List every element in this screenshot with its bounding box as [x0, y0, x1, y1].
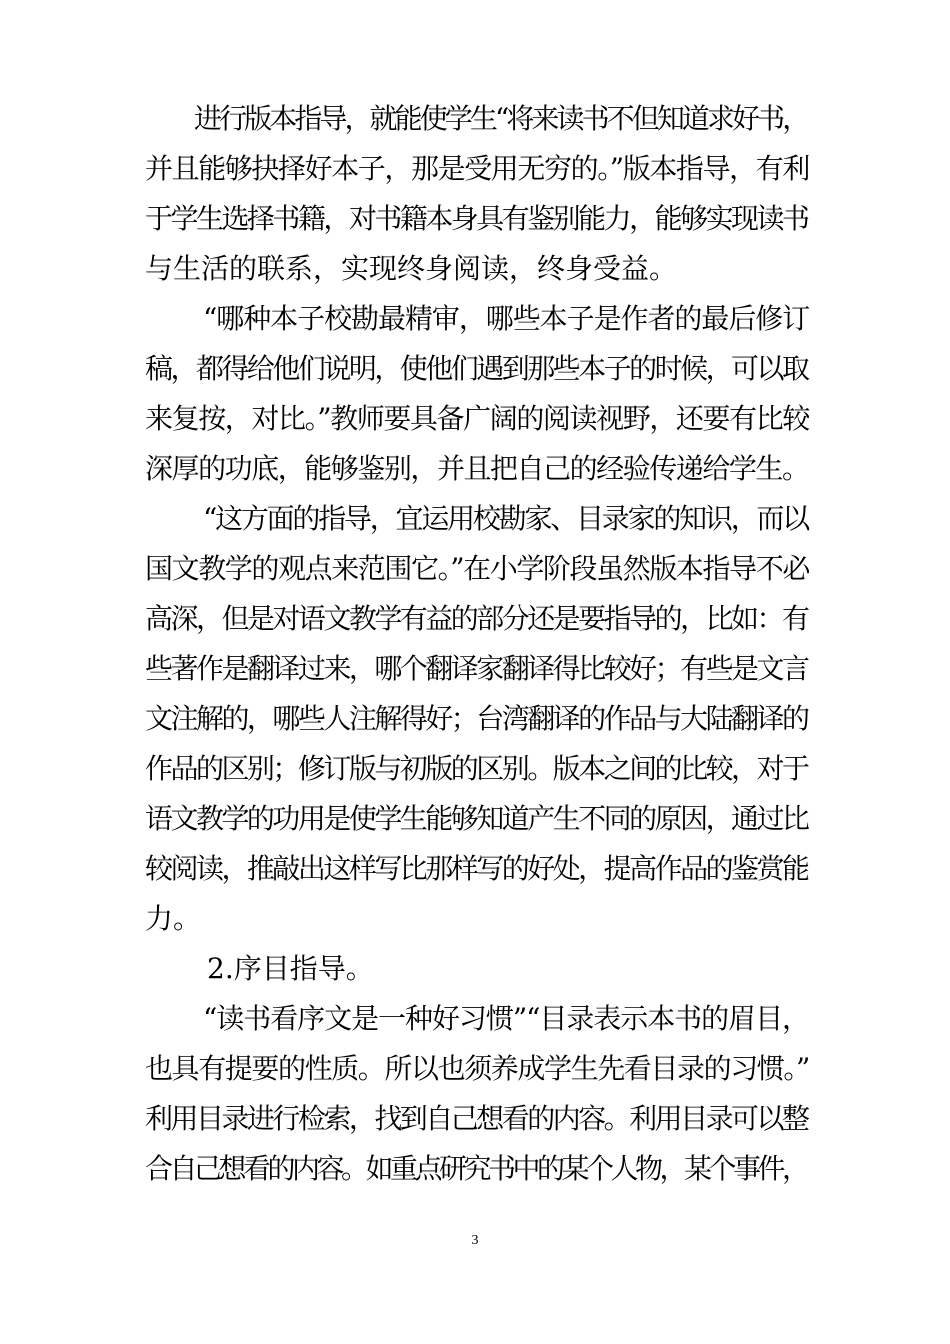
text-line: 国文教学的观点来范围它。”在小学阶段虽然版本指导不必: [145, 552, 809, 585]
text-line: 文注解的，哪些人注解得好；台湾翻译的作品与大陆翻译的: [145, 702, 808, 735]
text-line: “哪种本子校勘最精审，哪些本子是作者的最后修订: [203, 302, 810, 335]
text-line: 较阅读，推敲出这样写比那样写的好处，提高作品的鉴赏能: [145, 852, 808, 885]
text-line: 深厚的功底，能够鉴别，并且把自己的经验传递给学生。: [145, 452, 809, 485]
text-line: 合自己想看的内容。如重点研究书中的某个人物，某个事件，: [145, 1152, 807, 1185]
text-line: 力。: [145, 902, 202, 935]
text-line: “这方面的指导，宜运用校勘家、目录家的知识，而以: [203, 502, 809, 535]
page-number: 3: [471, 1233, 479, 1248]
text-line: 作品的区别；修订版与初版的区别。版本之间的比较，对于: [145, 752, 808, 785]
text-line: 语文教学的功用是使学生能够知道产生不同的原因，通过比: [145, 802, 808, 835]
text-line: 高深，但是对语文教学有益的部分还是要指导的，比如：有: [145, 602, 808, 635]
section-heading: 2.序目指导。: [207, 952, 374, 985]
text-line: “读书看序文是一种好习惯”“目录表示本书的眉目，: [203, 1002, 809, 1035]
text-line: 也具有提要的性质。所以也须养成学生先看目录的习惯。”: [145, 1052, 809, 1085]
text-line: 些著作是翻译过来，哪个翻译家翻译得比较好；有些是文言: [145, 652, 808, 685]
text-line: 来复按，对比。”教师要具备广阔的阅读视野，还要有比较: [145, 402, 809, 435]
text-line: 于学生选择书籍，对书籍本身具有鉴别能力，能够实现读书: [145, 202, 808, 235]
text-line: 稿，都得给他们说明，使他们遇到那些本子的时候，可以取: [145, 352, 808, 385]
text-line: 利用目录进行检索，找到自己想看的内容。利用目录可以整: [145, 1102, 808, 1135]
text-line: 与生活的联系，实现终身阅读，终身受益。: [145, 252, 678, 285]
text-line: 进行版本指导，就能使学生“将来读书不但知道求好书，: [194, 102, 808, 135]
text-line: 并且能够抉择好本子，那是受用无穷的。”版本指导，有利: [145, 152, 809, 185]
